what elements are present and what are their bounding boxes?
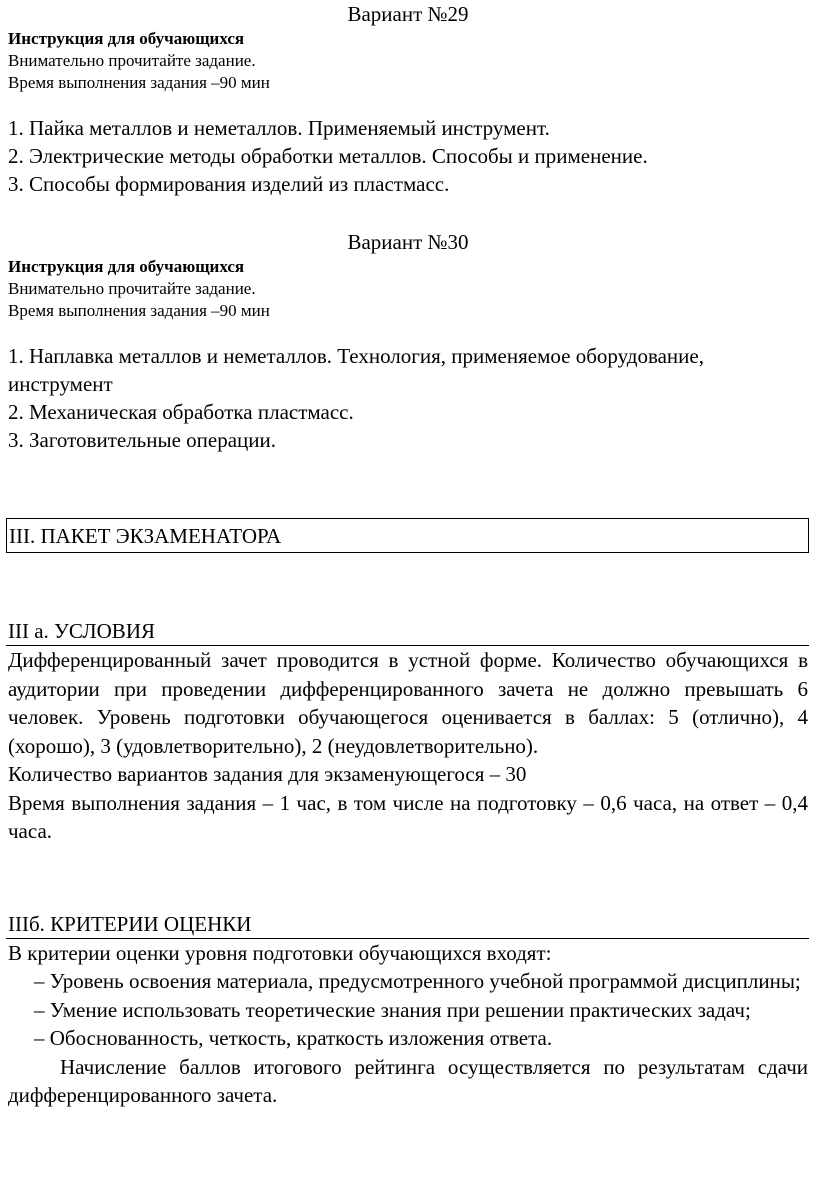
variant-29-title: Вариант №29 [347, 2, 469, 26]
section-3b-bullet-3: – Обоснованность, четкость, краткость изложения ответа. [34, 1026, 553, 1050]
section-3a-block [8, 617, 808, 846]
variant-29-instruction-line-1: Внимательно прочитайте задание. [8, 51, 256, 70]
variant-30-block [8, 228, 808, 454]
section-3b-bullet-2: – Умение использовать теоретические знания при решении практических задач; [34, 997, 751, 1022]
section-3a-title: III а. УСЛОВИЯ [6, 617, 809, 646]
section-3a-paragraph-3: Время выполнения задания – 1 час, в том числе на подготовку – 0,6 часа, на ответ – 0,4 часа. [8, 790, 808, 843]
section-3a-paragraph-1: Дифференцированный зачет проводится в устной форме. Количество обучающихся в аудитории при проведении дифференцированного зачета не должно превышать 6 человек. Уровень подготовки обучающегося оценивается в баллах: 5 (отлично), 4 (хорошо), 3 (удовлетворительно), 2 (неудовлетворительно). [8, 648, 808, 758]
section-3-title-box: III. ПАКЕТ ЭКЗАМЕНАТОРА [6, 518, 809, 553]
variant-30-instruction-line-1: Внимательно прочитайте задание. [8, 279, 256, 298]
section-3a-paragraph-2: Количество вариантов задания для экзаменующегося – 30 [8, 762, 527, 786]
variant-29-instruction-line-2: Время выполнения задания –90 мин [8, 73, 270, 92]
variant-30-instruction-head: Инструкция для обучающихся [8, 257, 245, 276]
section-3b-intro: В критерии оценки уровня подготовки обучающихся входят: [8, 940, 552, 965]
section-3b-title: IIIб. КРИТЕРИИ ОЦЕНКИ [6, 910, 809, 939]
variant-29-task-1: 1. Пайка металлов и неметаллов. Применяемый инструмент. [8, 116, 550, 140]
variant-29-instruction-head: Инструкция для обучающихся [8, 29, 245, 48]
variant-29-task-3: 3. Способы формирования изделий из пластмасс. [8, 172, 450, 196]
variant-29-task-2: 2. Электрические методы обработки металлов. Способы и применение. [8, 144, 648, 168]
section-3b-closing: Начисление баллов итогового рейтинга осуществляется по результатам сдачи дифференцированного зачета. [8, 1054, 808, 1107]
variant-30-title: Вариант №30 [347, 230, 469, 254]
variant-30-instruction-line-2: Время выполнения задания –90 мин [8, 301, 270, 320]
document-page [8, 0, 808, 1110]
variant-30-task-2: 2. Механическая обработка пластмасс. [8, 400, 354, 424]
section-3b-block [8, 910, 808, 1110]
section-3b-bullet-1: – Уровень освоения материала, предусмотренного учебной программой дисциплины; [34, 969, 801, 993]
variant-29-block [8, 0, 808, 198]
variant-30-task-1: 1. Наплавка металлов и неметаллов. Технология, применяемое оборудование, инструмент [8, 344, 704, 396]
variant-30-task-3: 3. Заготовительные операции. [8, 428, 277, 452]
